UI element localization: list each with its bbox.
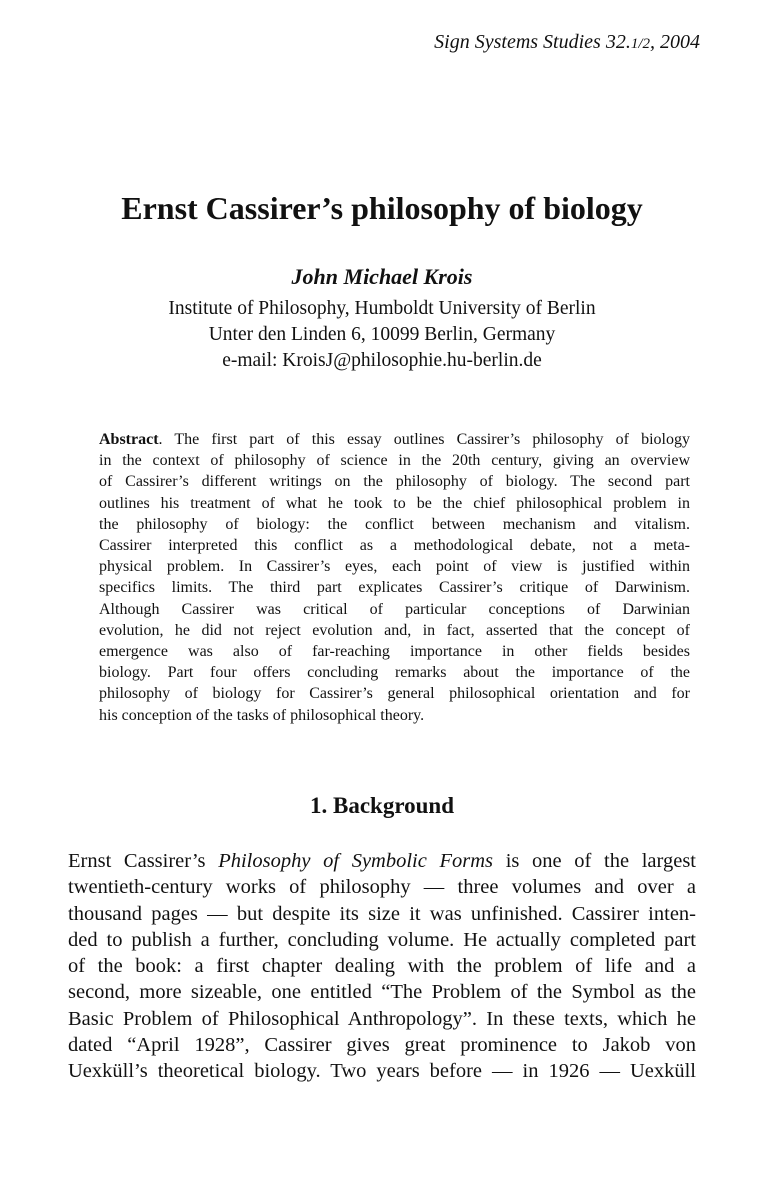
affiliation-institute: Institute of Philosophy, Humboldt University of Berlin bbox=[168, 298, 596, 319]
abstract-text: . The first part of this essay outlines Cassirer’s philosophy of biology bbox=[158, 431, 690, 448]
journal-issue: 1/2 bbox=[630, 36, 650, 52]
body-line: Basic Problem of Philosophical Anthropology”. In these texts, which he bbox=[68, 1007, 696, 1030]
journal-title: Sign Systems Studies 32. bbox=[434, 31, 631, 53]
abstract-line: specifics limits. The third part explicates Cassirer’s critique of Darwinism. bbox=[99, 579, 690, 597]
body-text: Ernst Cassirer’s bbox=[68, 850, 219, 872]
abstract-block bbox=[99, 429, 690, 726]
abstract-line: of Cassirer’s different writings on the philosophy of biology. The second part bbox=[99, 473, 690, 491]
body-text: is one of the largest bbox=[493, 850, 696, 872]
abstract-line: Cassirer interpreted this conflict as a methodological debate, not a meta- bbox=[99, 537, 690, 555]
journal-year: , 2004 bbox=[650, 31, 700, 53]
body-paragraph bbox=[68, 848, 696, 1085]
article-title: Ernst Cassirer’s philosophy of biology bbox=[121, 190, 643, 226]
abstract-line: emergence was also of far-reaching importance in other fields besides bbox=[99, 643, 690, 661]
body-line: second, more sizeable, one entitled “The Problem of the Symbol as the bbox=[68, 981, 696, 1004]
abstract-line: Although Cassirer was critical of particular conceptions of Darwinian bbox=[99, 600, 690, 618]
abstract-line: evolution, he did not reject evolution and, in fact, asserted that the concept of bbox=[99, 621, 690, 639]
abstract-label: Abstract bbox=[99, 431, 159, 448]
body-line bbox=[68, 848, 696, 874]
affiliation-address: Unter den Linden 6, 10099 Berlin, Germany bbox=[208, 324, 556, 345]
author-name: John Michael Krois bbox=[291, 264, 473, 289]
abstract-line: the philosophy of biology: the conflict between mechanism and vitalism. bbox=[99, 515, 690, 533]
body-line: Uexküll’s theoretical biology. Two years before — in 1926 — Uexküll bbox=[68, 1060, 696, 1083]
affiliation-email: e-mail: KroisJ@philosophie.hu-berlin.de bbox=[222, 350, 542, 371]
abstract-line: physical problem. In Cassirer’s eyes, each point of view is justified within bbox=[99, 558, 690, 576]
body-line: thousand pages — but despite its size it was unfinished. Cassirer inten- bbox=[68, 902, 696, 925]
body-line: of the book: a first chapter dealing with the problem of life and a bbox=[68, 955, 696, 978]
body-line: ded to publish a further, concluding volume. He actually completed part bbox=[68, 928, 696, 951]
abstract-line: his conception of the tasks of philosophical theory. bbox=[99, 706, 425, 724]
body-line: dated “April 1928”, Cassirer gives great prominence to Jakob von bbox=[68, 1034, 696, 1057]
journal-running-head bbox=[434, 31, 700, 54]
abstract-line: outlines his treatment of what he took to be the chief philosophical problem in bbox=[99, 494, 690, 512]
abstract-line: biology. Part four offers concluding remarks about the importance of the bbox=[99, 664, 690, 682]
body-line: twentieth-century works of philosophy — three volumes and over a bbox=[68, 876, 696, 899]
section-heading: 1. Background bbox=[309, 793, 454, 818]
book-title: Philosophy of Symbolic Forms bbox=[218, 850, 494, 872]
abstract-line: in the context of philosophy of science in the 20th century, giving an overview bbox=[99, 452, 690, 470]
abstract-line: philosophy of biology for Cassirer’s general philosophical orientation and for bbox=[99, 685, 690, 703]
abstract-line bbox=[99, 429, 690, 450]
affiliation-block bbox=[68, 296, 696, 374]
